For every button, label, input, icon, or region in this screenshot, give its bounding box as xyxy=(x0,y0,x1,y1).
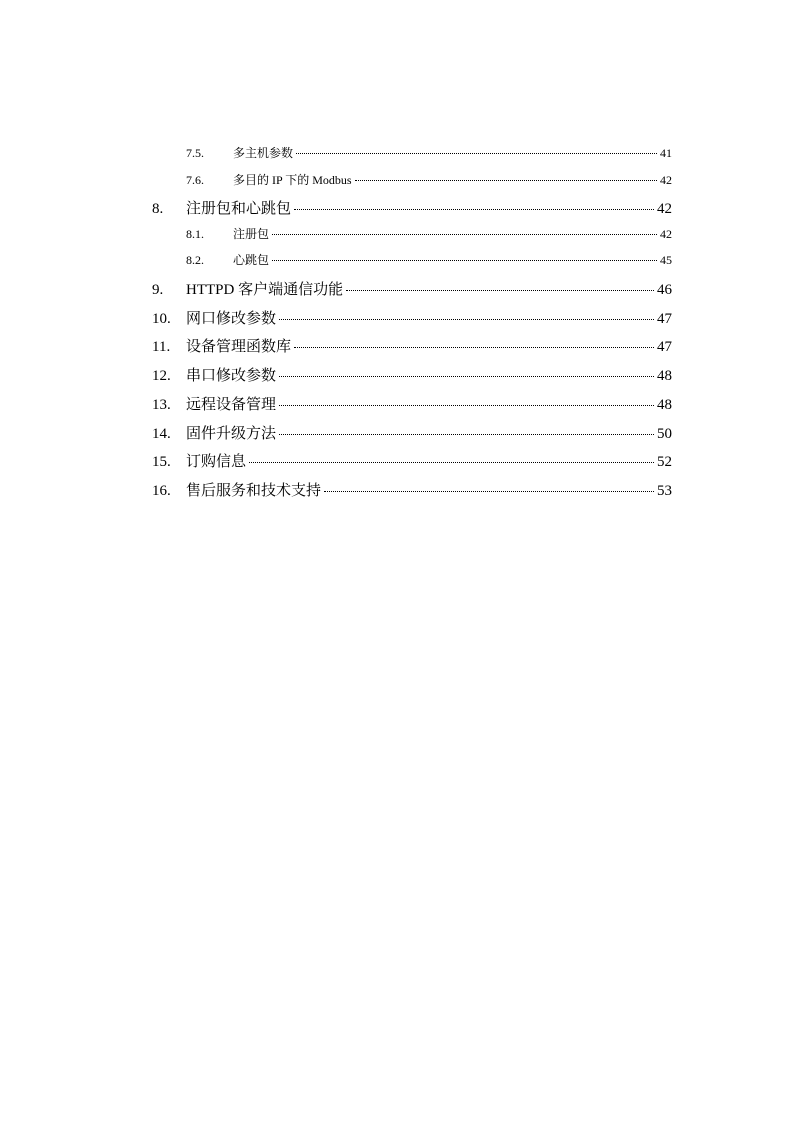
toc-entry-number: 12. xyxy=(152,368,171,384)
toc-dot-leader xyxy=(279,376,654,377)
toc-entry-number: 8.2. xyxy=(186,253,204,267)
toc-entry-number: 11. xyxy=(152,339,171,355)
toc-entry-title: 多目的 IP 下的 Modbus xyxy=(233,173,352,187)
toc-entry-number: 7.5. xyxy=(186,146,204,160)
toc-entry-page: 41 xyxy=(660,146,672,160)
toc-entry-number: 7.6. xyxy=(186,173,204,187)
toc-entry-number: 8. xyxy=(152,201,164,217)
toc-entry-12[interactable] xyxy=(152,364,672,385)
toc-entry-16[interactable] xyxy=(152,479,672,500)
toc-entry-7-5[interactable] xyxy=(186,144,672,161)
toc-dot-leader xyxy=(294,347,654,348)
toc-entry-10[interactable] xyxy=(152,307,672,328)
toc-entry-number: 14. xyxy=(152,426,171,442)
toc-dot-leader xyxy=(272,260,657,261)
toc-entry-8-1[interactable] xyxy=(186,225,672,242)
toc-entry-page: 48 xyxy=(657,397,672,413)
toc-entry-title: 网口修改参数 xyxy=(186,311,277,327)
toc-entry-page: 48 xyxy=(657,368,672,384)
toc-entry-page: 46 xyxy=(657,282,672,298)
toc-entry-title: 固件升级方法 xyxy=(186,426,277,442)
toc-entry-page: 42 xyxy=(660,227,672,241)
toc-entry-13[interactable] xyxy=(152,393,672,414)
toc-dot-leader xyxy=(279,319,654,320)
toc-entry-number: 13. xyxy=(152,397,171,413)
toc-entry-page: 53 xyxy=(657,483,672,499)
toc-entry-page: 42 xyxy=(660,173,672,187)
toc-dot-leader xyxy=(296,153,657,154)
toc-dot-leader xyxy=(294,209,654,210)
toc-entry-title: 售后服务和技术支持 xyxy=(186,483,322,499)
toc-entry-page: 52 xyxy=(657,454,672,470)
toc-entry-number: 8.1. xyxy=(186,227,204,241)
toc-entry-page: 45 xyxy=(660,253,672,267)
toc-dot-leader xyxy=(279,405,654,406)
toc-dot-leader xyxy=(346,290,654,291)
toc-entry-title: 远程设备管理 xyxy=(186,397,277,413)
toc-entry-page: 50 xyxy=(657,426,672,442)
toc-entry-11[interactable] xyxy=(152,335,672,356)
toc-entry-number: 10. xyxy=(152,311,171,327)
toc-entry-page: 47 xyxy=(657,311,672,327)
toc-entry-8-2[interactable] xyxy=(186,251,672,268)
toc-dot-leader xyxy=(249,462,654,463)
toc-entry-number: 9. xyxy=(152,282,164,298)
toc-entry-title: 串口修改参数 xyxy=(186,368,277,384)
toc-entry-title: HTTPD 客户端通信功能 xyxy=(186,282,344,298)
toc-dot-leader xyxy=(324,491,654,492)
toc-entry-title: 注册包和心跳包 xyxy=(186,201,292,217)
toc-entry-page: 42 xyxy=(657,201,672,217)
toc-entry-title: 订购信息 xyxy=(186,454,247,470)
toc-dot-leader xyxy=(279,434,654,435)
toc-entry-8[interactable] xyxy=(152,197,672,218)
toc-entry-15[interactable] xyxy=(152,450,672,471)
toc-entry-page: 47 xyxy=(657,339,672,355)
toc-entry-number: 16. xyxy=(152,483,171,499)
toc-entry-14[interactable] xyxy=(152,422,672,443)
toc-entry-9[interactable] xyxy=(152,278,672,299)
toc-entry-number: 15. xyxy=(152,454,171,470)
toc-entry-title: 多主机参数 xyxy=(233,146,294,160)
toc-dot-leader xyxy=(272,234,657,235)
toc-entry-title: 设备管理函数库 xyxy=(186,339,292,355)
toc-entry-7-6[interactable] xyxy=(186,171,672,188)
toc-dot-leader xyxy=(355,180,657,181)
toc-entry-title: 注册包 xyxy=(233,227,270,241)
toc-entry-title: 心跳包 xyxy=(233,253,270,267)
